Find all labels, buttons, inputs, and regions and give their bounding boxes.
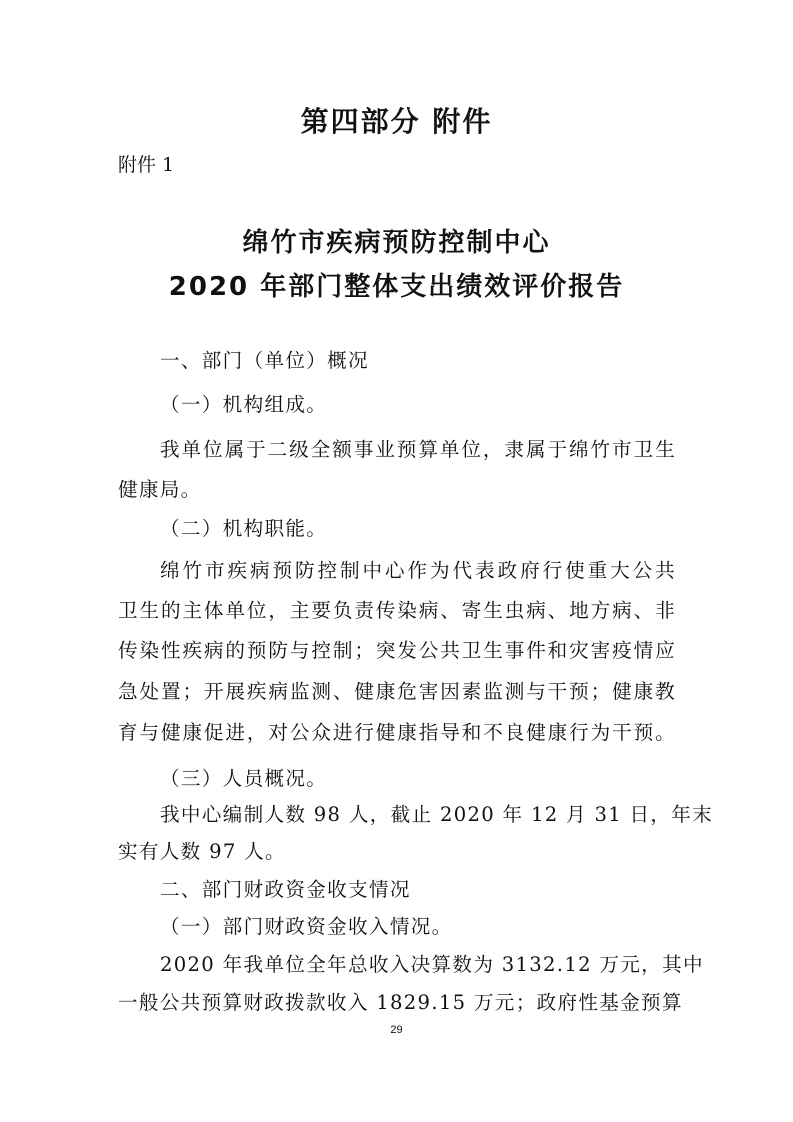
report-title-line-1: 绵竹市疾病预防控制中心 <box>242 228 551 258</box>
report-title-line-2: 2020 年部门整体支出绩效评价报告 <box>168 272 625 302</box>
attachment-label: 附件 1 <box>118 154 175 176</box>
subsection-heading: （二）机构职能。 <box>160 517 328 540</box>
body-paragraph-line: 2020 年我单位全年总收入决算数为 3132.12 万元，其中 <box>160 953 704 976</box>
body-paragraph-line: 传染性疾病的预防与控制；突发公共卫生事件和灾害疫情应 <box>118 639 676 662</box>
subsection-heading: （一）部门财政资金收入情况。 <box>160 915 453 938</box>
body-paragraph-line: 急处置；开展疾病监测、健康危害因素监测与干预；健康教 <box>118 680 676 703</box>
body-paragraph-line: 实有人数 97 人。 <box>118 840 286 863</box>
section-heading: 一、部门（单位）概况 <box>160 349 369 372</box>
subsection-heading: （三）人员概况。 <box>160 767 328 790</box>
page-number: 29 <box>390 1024 403 1036</box>
body-paragraph-line: 卫生的主体单位，主要负责传染病、寄生虫病、地方病、非 <box>118 599 676 622</box>
section-heading: 二、部门财政资金收支情况 <box>160 878 411 901</box>
body-paragraph-line: 一般公共预算财政拨款收入 1829.15 万元；政府性基金预算 <box>118 991 683 1014</box>
body-paragraph-line: 绵竹市疾病预防控制中心作为代表政府行使重大公共 <box>160 559 676 582</box>
subsection-heading: （一）机构组成。 <box>160 393 328 416</box>
body-paragraph-line: 我单位属于二级全额事业预算单位，隶属于绵竹市卫生 <box>160 438 676 461</box>
part-title: 第四部分 附件 <box>300 105 493 138</box>
body-paragraph-line: 我中心编制人数 98 人，截止 2020 年 12 月 31 日，年末 <box>160 803 714 826</box>
body-paragraph-line: 育与健康促进，对公众进行健康指导和不良健康行为干预。 <box>118 721 676 744</box>
body-paragraph-line: 健康局。 <box>118 478 202 501</box>
